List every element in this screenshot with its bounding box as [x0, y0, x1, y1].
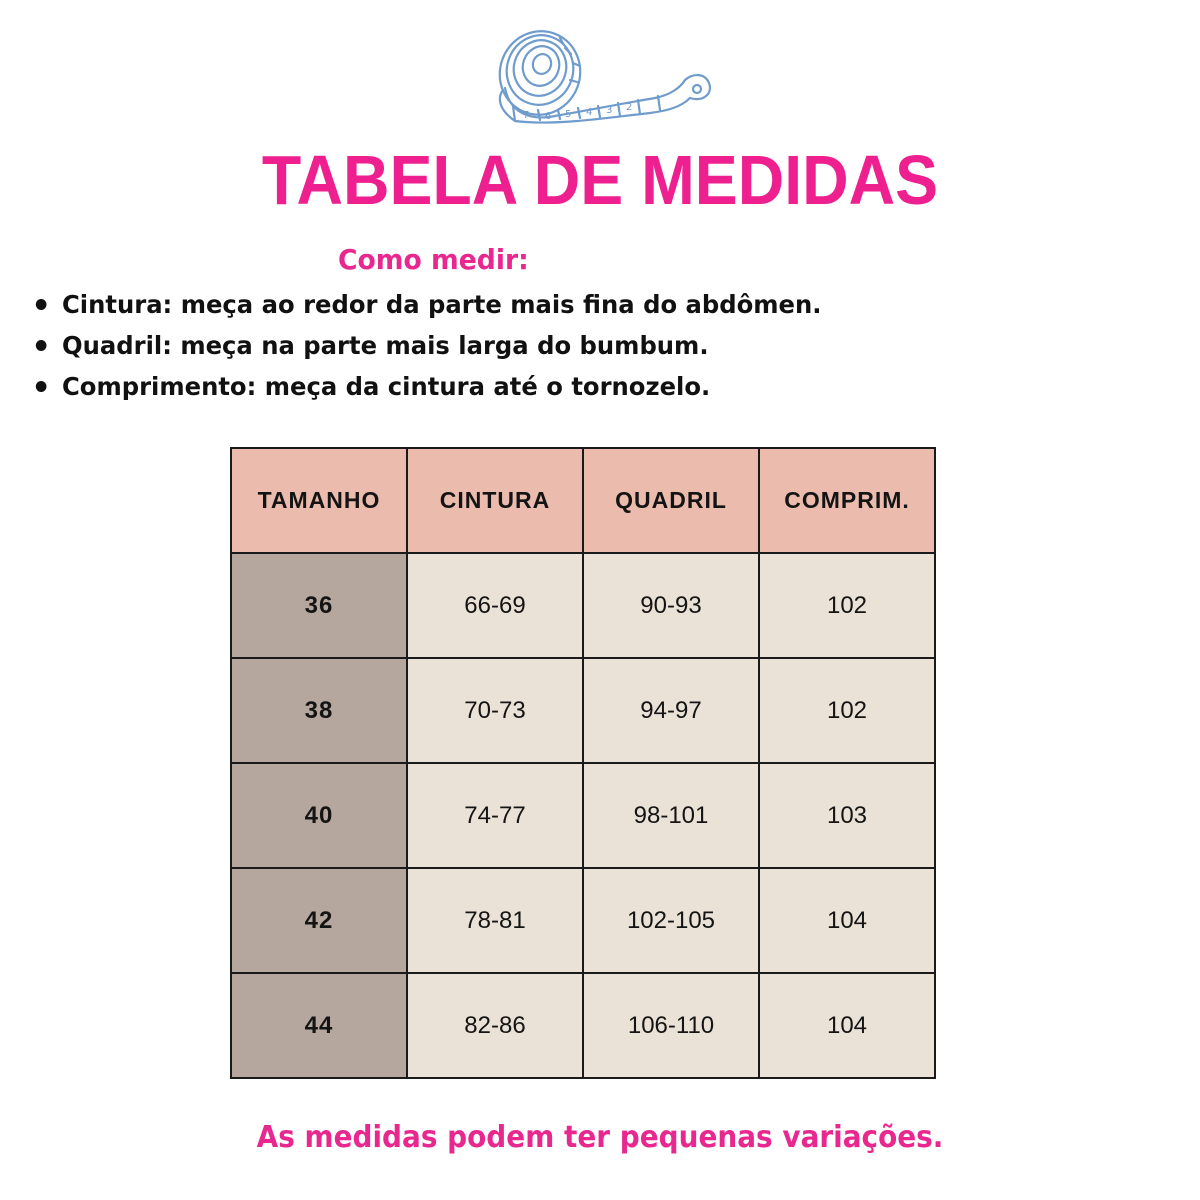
measuring-tape-icon: [485, 18, 720, 133]
header-length: COMPRIM.: [759, 448, 935, 553]
size-cell: 42: [231, 868, 407, 973]
hip-cell: 106-110: [583, 973, 759, 1078]
svg-text:4: 4: [586, 107, 593, 118]
page-title: TABELA DE MEDIDAS: [261, 141, 939, 219]
table-row: [231, 868, 935, 973]
table-row: [231, 553, 935, 658]
bullet-icon: [36, 299, 47, 310]
bullet-icon: [36, 340, 47, 351]
table-header-row: [231, 448, 935, 553]
length-cell: 102: [759, 553, 935, 658]
hip-cell: 98-101: [583, 763, 759, 868]
hip-cell: 102-105: [583, 868, 759, 973]
length-cell: 104: [759, 868, 935, 973]
waist-cell: 82-86: [407, 973, 583, 1078]
how-to-item-text: Cintura: meça ao redor da parte mais fina do abdômen.: [62, 290, 822, 319]
size-cell: 40: [231, 763, 407, 868]
header-hip: QUADRIL: [583, 448, 759, 553]
svg-text:5: 5: [565, 109, 572, 120]
size-cell: 36: [231, 553, 407, 658]
length-cell: 102: [759, 658, 935, 763]
size-cell: 44: [231, 973, 407, 1078]
footer-note: As medidas podem ter pequenas variações.: [256, 1120, 944, 1155]
list-item: [30, 284, 821, 325]
list-item: [30, 325, 821, 366]
length-cell: 104: [759, 973, 935, 1078]
hip-cell: 90-93: [583, 553, 759, 658]
how-to-heading: Como medir:: [338, 243, 529, 276]
size-table: [230, 447, 936, 1079]
waist-cell: 70-73: [407, 658, 583, 763]
size-cell: 38: [231, 658, 407, 763]
table-row: [231, 763, 935, 868]
waist-cell: 74-77: [407, 763, 583, 868]
how-to-item-text: Quadril: meça na parte mais larga do bumbum.: [62, 331, 709, 360]
list-item: [30, 366, 821, 407]
table-row: [231, 658, 935, 763]
svg-text:3: 3: [606, 105, 613, 116]
waist-cell: 66-69: [407, 553, 583, 658]
how-to-list: [30, 284, 846, 407]
waist-cell: 78-81: [407, 868, 583, 973]
hip-cell: 94-97: [583, 658, 759, 763]
length-cell: 103: [759, 763, 935, 868]
header-size: TAMANHO: [231, 448, 407, 553]
svg-text:7: 7: [523, 110, 530, 121]
bullet-icon: [36, 381, 47, 392]
svg-text:6: 6: [545, 111, 552, 122]
header-waist: CINTURA: [407, 448, 583, 553]
table-row: [231, 973, 935, 1078]
svg-text:2: 2: [626, 102, 633, 113]
how-to-item-text: Comprimento: meça da cintura até o tornozelo.: [62, 372, 711, 401]
